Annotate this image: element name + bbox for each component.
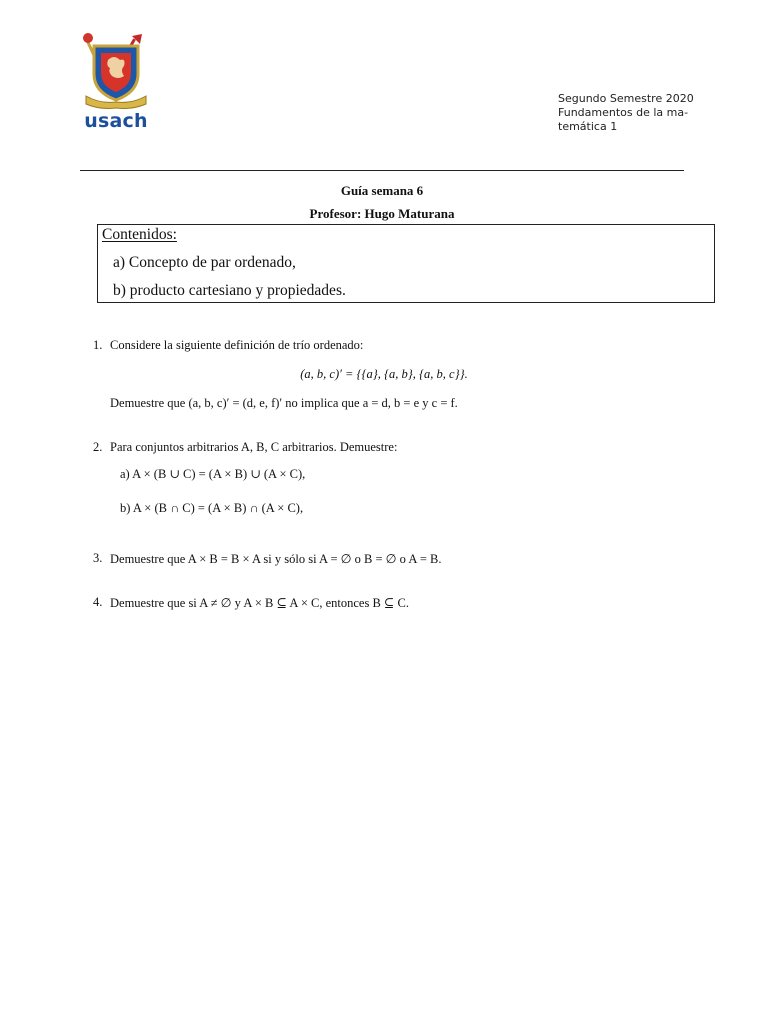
logo-wordmark: usach	[84, 110, 148, 132]
triple-definition-formula: (a, b, c)′ = {{a}, {a, b}, {a, b, c}}.	[300, 367, 468, 381]
guide-title: Guía semana 6	[340, 183, 424, 198]
course-info	[558, 92, 694, 134]
exercise-part: b) A × (B ∩ C) = (A × B) ∩ (A × C),	[120, 501, 304, 515]
exercise-number: 1.	[93, 338, 103, 352]
exercise-part: a) A × (B ∪ C) = (A × B) ∪ (A × C),	[120, 467, 306, 481]
contents-item: b) producto cartesiano y propiedades.	[113, 282, 346, 299]
contents-item: a) Concepto de par ordenado,	[113, 254, 296, 271]
university-crest-icon	[80, 30, 152, 110]
exercise-number: 4.	[93, 595, 103, 609]
course-name-line-1: Fundamentos de la ma-	[558, 106, 689, 119]
exercise-number: 2.	[93, 440, 103, 454]
exercise-task: Demuestre que (a, b, c)′ = (d, e, f)′ no implica que a = d, b = e y c = f.	[110, 396, 458, 410]
semester-label: Segundo Semestre 2020	[558, 92, 694, 105]
course-name-line-2: temática 1	[558, 120, 618, 133]
exercise-number: 3.	[93, 551, 103, 565]
contents-heading: Contenidos:	[102, 226, 177, 243]
exercise-statement: Demuestre que si A ≠ ∅ y A × B ⊆ A × C, entonces B ⊆ C.	[110, 596, 409, 610]
exercise-statement: Para conjuntos arbitrarios A, B, C arbitrarios. Demuestre:	[110, 440, 398, 454]
exercise-statement: Demuestre que A × B = B × A si y sólo si A = ∅ o B = ∅ o A = B.	[110, 552, 442, 566]
header-divider	[80, 170, 684, 171]
exercise-statement: Considere la siguiente definición de trío ordenado:	[110, 338, 364, 352]
professor-name: Profesor: Hugo Maturana	[309, 206, 455, 221]
contents-box	[97, 224, 715, 303]
usach-logo	[80, 30, 152, 134]
